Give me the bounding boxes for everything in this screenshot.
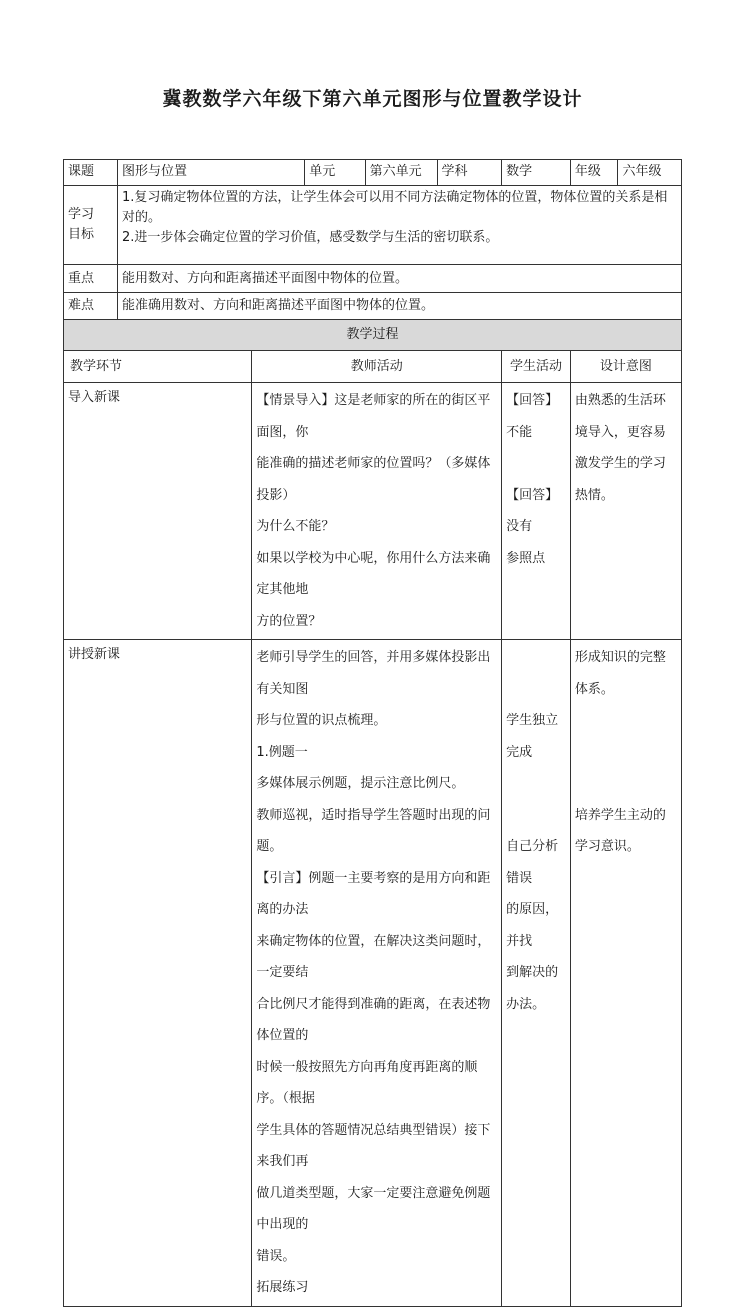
goals-content <box>117 186 681 265</box>
topic-label: 课题 <box>64 160 118 186</box>
goal-item-1: 1.复习确定物体位置的方法，让学生体会可以用不同方法确定物体的位置，物体位置的关系是相对的。 <box>121 190 668 225</box>
key-point-row <box>64 265 682 293</box>
difficulty-text: 能准确用数对、方向和距离描述平面图中物体的位置。 <box>117 293 681 320</box>
grade-value: 六年级 <box>618 160 682 186</box>
student-cell: 【回答】不能 【回答】没有 参照点 <box>502 383 571 640</box>
col-intent-header: 设计意图 <box>570 351 681 383</box>
subject-value: 数学 <box>502 160 571 186</box>
goals-label: 学习 目标 <box>64 186 118 265</box>
goal-item-2: 2.进一步体会确定位置的学习价值，感受数学与生活的密切联系。 <box>121 230 499 245</box>
process-header-row <box>64 320 682 351</box>
info-row <box>64 160 682 186</box>
subject-label: 学科 <box>437 160 502 186</box>
grade-label: 年级 <box>570 160 618 186</box>
stage-cell: 讲授新课 <box>64 640 252 1307</box>
table-row <box>64 640 682 1307</box>
goals-row <box>64 186 682 265</box>
topic-value: 图形与位置 <box>117 160 304 186</box>
process-header: 教学过程 <box>64 320 682 351</box>
intent-cell: 由熟悉的生活环 境导入，更容易 激发学生的学习 热情。 <box>570 383 681 640</box>
lesson-plan-table <box>63 159 682 1307</box>
teacher-cell: 【情景导入】这是老师家的所在的街区平面图，你 能准确的描述老师家的位置吗？（多媒体投影） 为什么不能？ 如果以学校为中心呢，你用什么方法来确定其他地 方的位置？ <box>252 383 502 640</box>
document-title: 冀教数学六年级下第六单元图形与位置教学设计 <box>162 88 583 110</box>
column-header-row <box>64 351 682 383</box>
teacher-cell: 老师引导学生的回答，并用多媒体投影出有关知图 形与位置的识点梳理。 1.例题一 多媒体展示例题，提示注意比例尺。 教师巡视，适时指导学生答题时出现的问题。 【引言】例题一主要考察的是用方向和距离的办法 来确定物体的位置，在解决这类问题时，一定要结 合比例尺才能得到准确的距离，在表述物体位置的 时候一般按照先方向再角度再距离的顺序。（根据 学生具体的答题情况总结典型错误）接下来我们再 做几道类型题，大家一定要注意避免例题中出现的 错误。 拓展练习 <box>252 640 502 1307</box>
col-stage-header: 教学环节 <box>64 351 252 383</box>
col-teacher-header: 教师活动 <box>252 351 502 383</box>
difficulty-row <box>64 293 682 320</box>
key-point-text: 能用数对、方向和距离描述平面图中物体的位置。 <box>117 265 681 293</box>
unit-value: 第六单元 <box>365 160 437 186</box>
difficulty-label: 难点 <box>64 293 118 320</box>
table-row <box>64 383 682 640</box>
key-point-label: 重点 <box>64 265 118 293</box>
intent-cell: 形成知识的完整 体系。 培养学生主动的 学习意识。 <box>570 640 681 1307</box>
col-student-header: 学生活动 <box>502 351 571 383</box>
stage-cell: 导入新课 <box>64 383 252 640</box>
unit-label: 单元 <box>305 160 365 186</box>
student-cell: 学生独立完成 自己分析错误 的原因，并找 到解决的办法。 <box>502 640 571 1307</box>
